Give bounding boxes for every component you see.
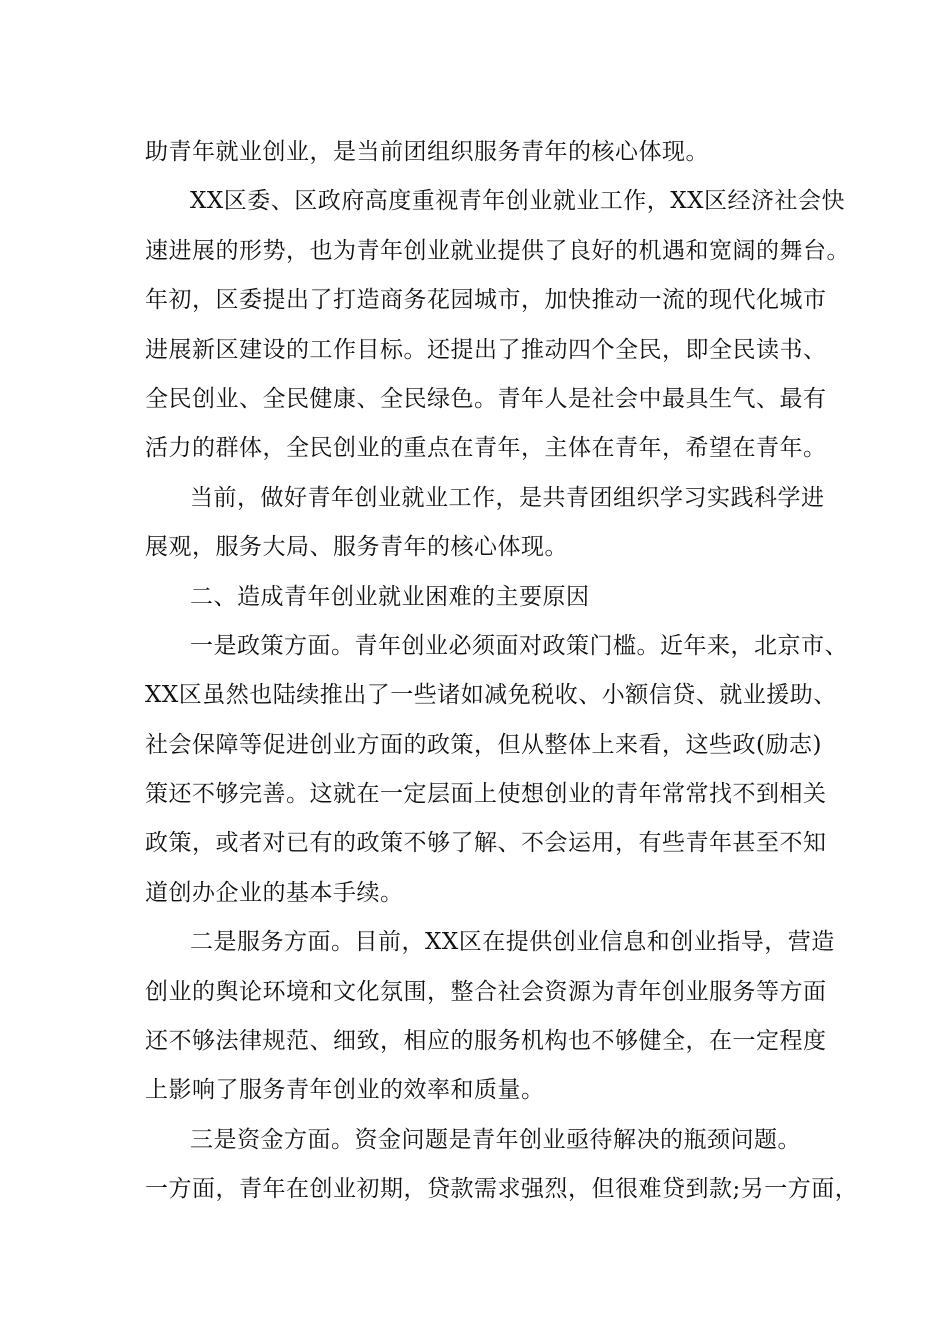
text-line: 上影响了服务青年创业的效率和质量。 [145,1077,545,1104]
text-line: 策还不够完善。这就在一定层面上使想创业的青年常常找不到相关 [145,781,827,808]
paragraph-start-line: 二是服务方面。目前，XX区在提供创业信息和创业指导，营造 [190,929,835,956]
paragraph-start-line: 当前，做好青年创业就业工作，是共青团组织学习实践科学进 [190,484,825,511]
text-line: 进展新区建设的工作目标。还提出了推动四个全民，即全民读书、 [145,336,827,363]
text-line: 年初，区委提出了打造商务花园城市，加快推动一流的现代化城市 [145,287,827,314]
body-text [145,128,859,1215]
text-line: 展观，服务大局、服务青年的核心体现。 [145,534,568,561]
text-line: 创业的舆论环境和文化氛围，整合社会资源为青年创业服务等方面 [145,978,827,1005]
paragraph-start-line: XX区委、区政府高度重视青年创业就业工作，XX区经济社会快 [190,188,845,215]
text-line: 活力的群体，全民创业的重点在青年，主体在青年，希望在青年。 [145,435,827,462]
text-line: 还不够法律规范、细致，相应的服务机构也不够健全，在一定程度 [145,1028,827,1055]
paragraph-start-line: 三是资金方面。资金问题是青年创业亟待解决的瓶颈问题。 [190,1126,801,1153]
text-line: 社会保障等促进创业方面的政策，但从整体上来看，这些政(励志) [145,731,822,758]
text-line: 一方面，青年在创业初期，贷款需求强烈，但很难贷到款;另一方面， [145,1176,859,1203]
text-line: 速进展的形势，也为青年创业就业提供了良好的机遇和宽阔的舞台。 [145,237,850,264]
text-line: XX区虽然也陆续推出了一些诸如减免税收、小额信贷、就业援助、 [145,682,837,709]
paragraph-start-line: 一是政策方面。青年创业必须面对政策门槛。近年来，北京市、 [190,632,848,659]
text-line: 政策，或者对已有的政策不够了解、不会运用，有些青年甚至不知 [145,830,827,857]
text-line: 道创办企业的基本手续。 [145,879,404,906]
text-line: 助青年就业创业，是当前团组织服务青年的核心体现。 [145,139,709,165]
section-heading: 二、造成青年创业就业困难的主要原因 [190,583,590,610]
text-line: 全民创业、全民健康、全民绿色。青年人是社会中最具生气、最有 [145,385,827,412]
